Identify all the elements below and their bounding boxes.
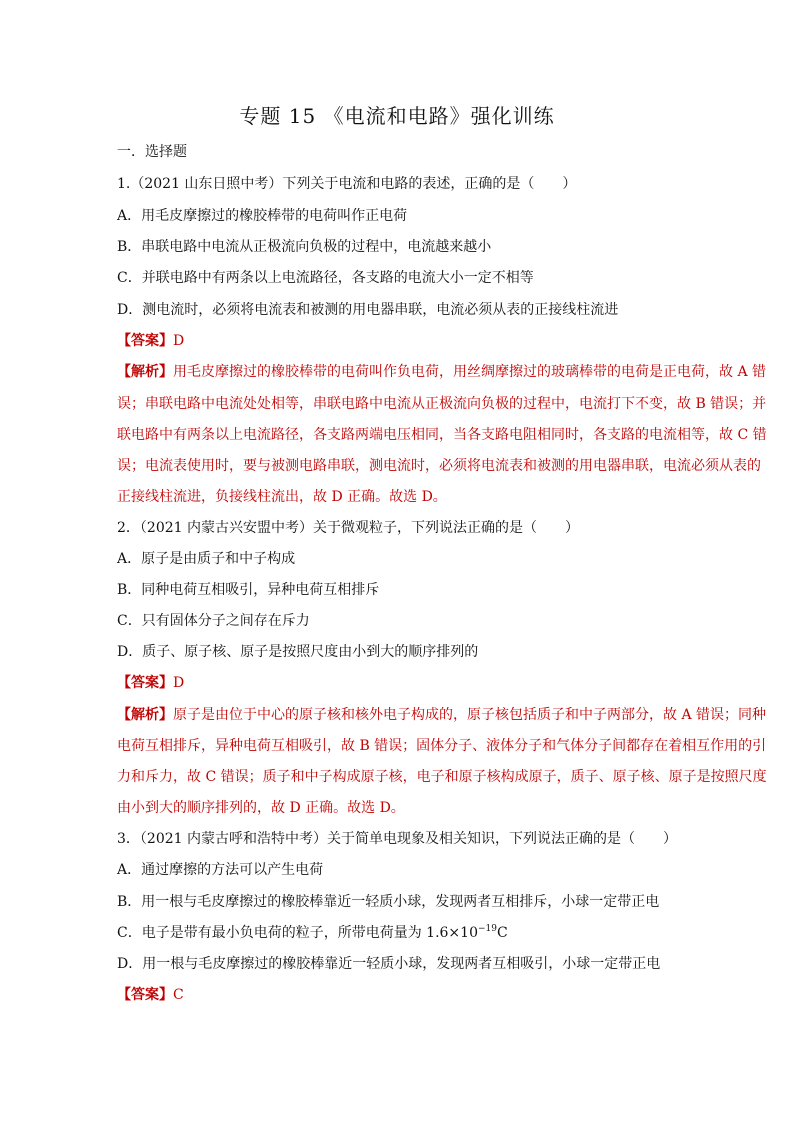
q1-analysis-line-3: 联电路中有两条以上电流路径，各支路两端电压相同，当各支路电阻相同时，各支路的电流相等，故 C 错 [117,427,767,443]
analysis-tag: 【解析】 [117,707,173,723]
q1-answer [117,331,725,351]
q1-analysis-line-2: 误；串联电路中电流处处相等，串联电路中电流从正极流向负极的过程中，电流打下不变，故 B 错误；并 [117,396,767,412]
q2-analysis-line-4: 由小到大的顺序排列的，故 D 正确。故选 D。 [117,800,405,816]
q2-option-c: C．只有固体分子之间存在斥力 [117,613,310,629]
q3-option-a: A．通过摩擦的方法可以产生电荷 [117,862,324,878]
q2-analysis-line-2: 电荷互相排斥，异种电荷互相吸引，故 B 错误；固体分子、液体分子和气体分子间都存在着相互作用的引 [117,738,767,754]
q1-analysis-line-1 [117,362,767,382]
option-c-text: C．电子是带有最小负电荷的粒子，所带电荷量为 1.6×10 [117,925,478,941]
q3-option-c [117,923,725,943]
q1-analysis-line-5: 正接线柱流进，负接线柱流出，故 D 正确。故选 D。 [117,489,447,505]
q1-option-c: C．并联电路中有两条以上电流路径，各支路的电流大小一定不相等 [117,270,534,286]
q1-option-b: B．串联电路中电流从正极流向负极的过程中，电流越来越小 [117,239,492,255]
answer-value: D [173,333,185,349]
q1-option-a: A．用毛皮摩擦过的橡胶棒带的电荷叫作正电荷 [117,208,408,224]
analysis-text: 原子是由位于中心的原子核和核外电子构成的，原子核包括质子和中子两部分，故 A 错误；同种 [173,707,767,723]
q3-option-d: D．用一根与毛皮摩擦过的橡胶棒靠近一轻质小球，发现两者互相吸引，小球一定带正电 [117,956,661,972]
q1-analysis-line-4: 误；电流表使用时，要与被测电路串联，测电流时，必须将电流表和被测的用电器串联，电流必须从表的 [117,458,761,474]
exponent: −19 [477,924,497,934]
q2-option-a: A．原子是由质子和中子构成 [117,551,296,567]
q2-analysis-line-1 [117,705,767,725]
q2-option-b: B．同种电荷互相吸引，异种电荷互相排斥 [117,582,380,598]
page-title: 专题 15 《电流和电路》强化训练 [239,104,555,128]
q1-option-d: D．测电流时，必须将电流表和被测的用电器串联，电流必须从表的正接线柱流进 [117,302,619,318]
question-2-stem: 2．（2021 内蒙古兴安盟中考）关于微观粒子，下列说法正确的是（ ） [117,520,579,536]
unit: C [496,925,508,941]
question-1-stem: 1.（2021 山东日照中考）下列关于电流和电路的表述，正确的是（ ） [117,176,577,192]
q2-option-d: D．质子、原子核、原子是按照尺度由小到大的顺序排列的 [117,644,479,660]
q2-answer [117,673,725,693]
analysis-tag: 【解析】 [117,364,173,380]
q3-option-b: B．用一根与毛皮摩擦过的橡胶棒靠近一轻质小球，发现两者互相排斥，小球一定带正电 [117,894,660,910]
answer-value: C [173,987,184,1003]
analysis-text: 用毛皮摩擦过的橡胶棒带的电荷叫作负电荷，用丝绸摩擦过的玻璃棒带的电荷是正电荷，故 A 错 [173,364,767,380]
q3-answer [117,985,725,1005]
question-3-stem: 3．（2021 内蒙古呼和浩特中考）关于简单电现象及相关知识，下列说法正确的是（ ） [117,831,677,847]
answer-value: D [173,675,185,691]
answer-tag: 【答案】 [117,675,173,691]
section-heading: 一．选择题 [117,144,187,160]
answer-tag: 【答案】 [117,333,173,349]
q2-analysis-line-3: 力和斥力，故 C 错误；质子和中子构成原子核，电子和原子核构成原子，质子、原子核、原子是按照尺度 [117,769,767,785]
answer-tag: 【答案】 [117,987,173,1003]
